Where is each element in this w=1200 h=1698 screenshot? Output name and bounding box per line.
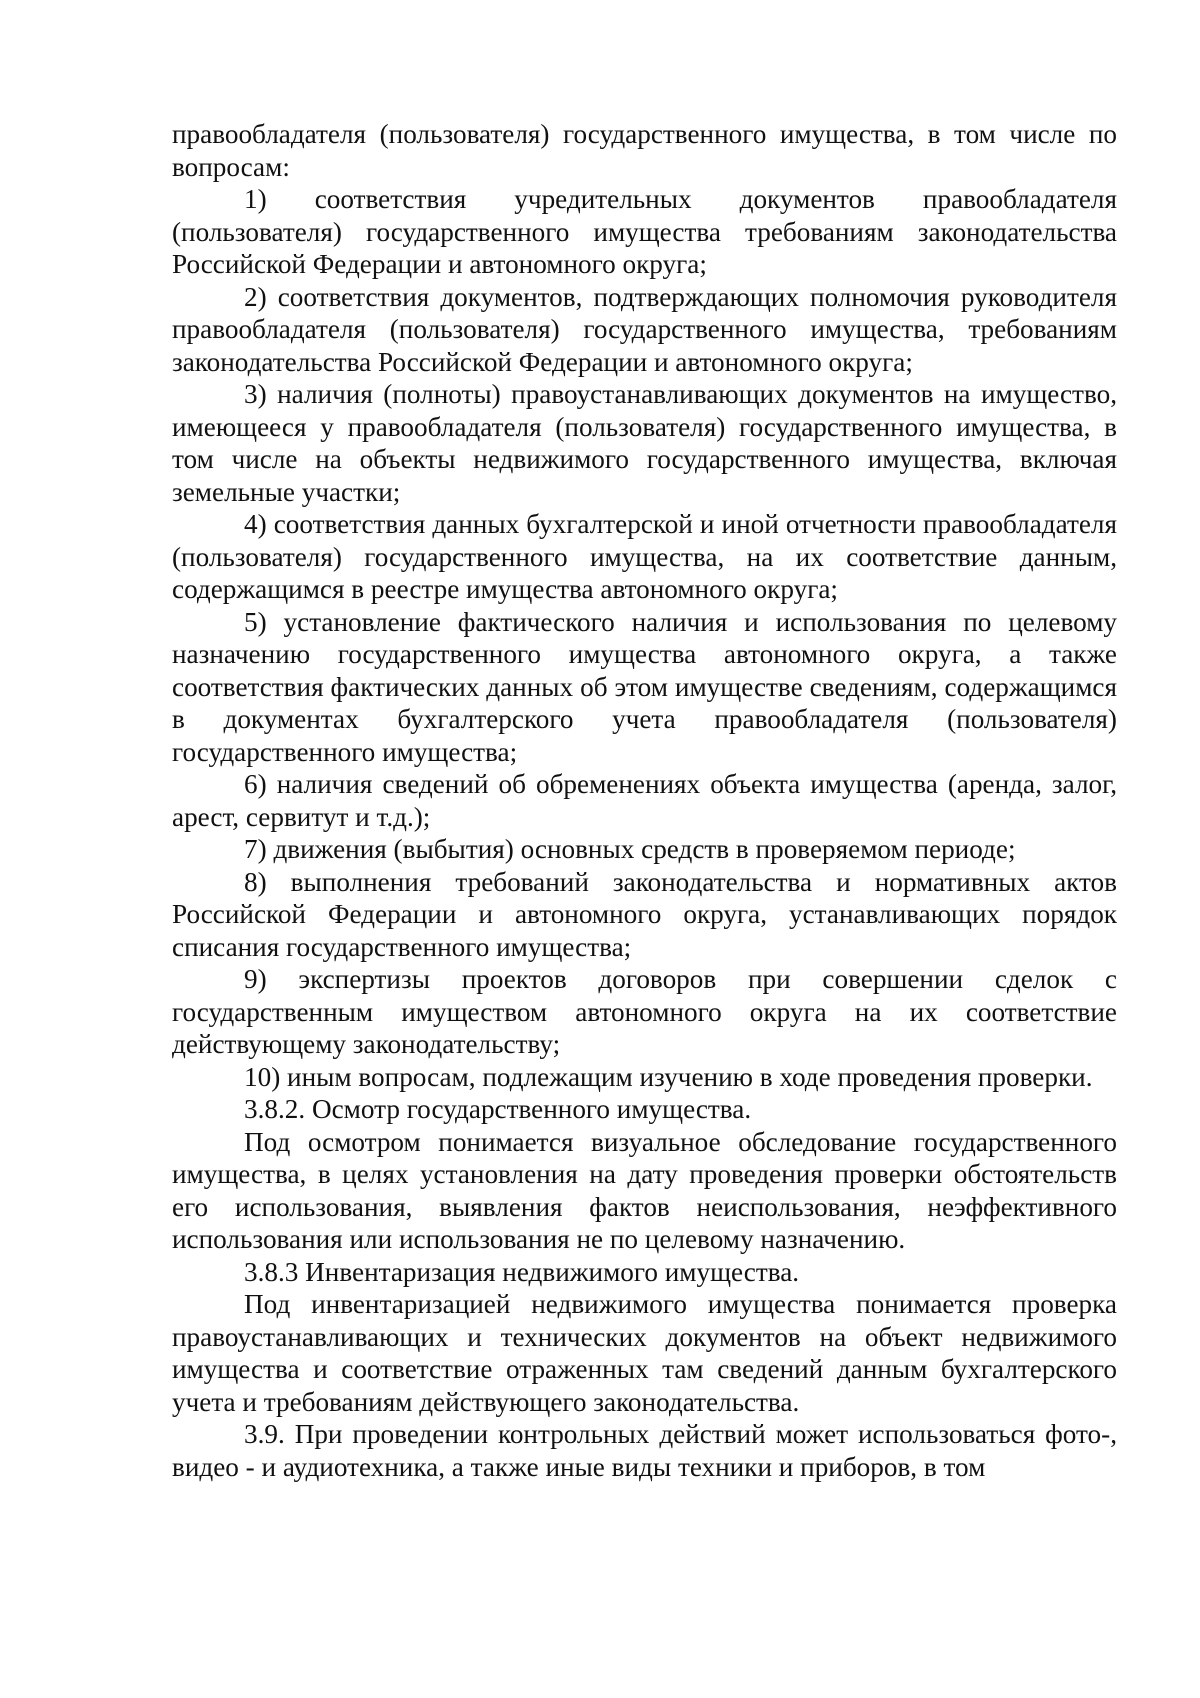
paragraph-item-7: 7) движения (выбытия) основных средств в проверяемом периоде; (244, 834, 1016, 864)
paragraph-item-6: 6) наличия сведений об обременениях объекта имущества (аренда, залог, арест, сервитут и т.д.); (172, 769, 1117, 832)
paragraph-item-1: 1) соответствия учредительных документов правообладателя (пользователя) государственного имущества требованиям законодательства Российской Федерации и автономного округа; (172, 184, 1117, 279)
paragraph-item-10: 10) иным вопросам, подлежащим изучению в ходе проведения проверки. (244, 1061, 1093, 1092)
paragraph-inventory-definition: Под инвентаризацией недвижимого имущества понимается проверка правоустанавливающих и технических документов на объект недвижимого имущества и соответствие отраженных там сведений данным бухгалтерского учета и требованиям действующего законодательства. (172, 1289, 1117, 1417)
paragraph-continuation: правообладателя (пользователя) государственного имущества, в том числе по вопросам: (172, 119, 1117, 182)
paragraph-item-5: 5) установление фактического наличия и использования по целевому назначению государственного имущества автономного округа, а также соответствия фактических данных об этом имуществе сведениям, содержащимся в документах бухгалтерского учета правообладателя (пользователя) государственного имущества; (172, 606, 1117, 767)
document-body (172, 118, 1117, 1483)
section-heading-3-8-3: 3.8.3 Инвентаризация недвижимого имущества. (244, 1256, 800, 1287)
paragraph-item-2: 2) соответствия документов, подтверждающих полномочия руководителя правообладателя (пользователя) государственного имущества, требованиям законодательства Российской Федерации и автономного округа; (172, 281, 1117, 377)
paragraph-3-9: 3.9. При проведении контрольных действий может использоваться фото-, видео - и аудиотехника, а также иные виды техники и приборов, в том (172, 1419, 1117, 1482)
paragraph-item-8: 8) выполнения требований законодательства и нормативных актов Российской Федерации и автономного округа, устанавливающих порядок списания государственного имущества; (172, 866, 1117, 962)
paragraph-inspection-definition: Под осмотром понимается визуальное обследование государственного имущества, в целях установления на дату проведения проверки обстоятельств его использования, выявления фактов неиспользования, неэффективного использования или использования не по целевому назначению. (172, 1126, 1117, 1254)
paragraph-item-3: 3) наличия (полноты) правоустанавливающих документов на имущество, имеющееся у правообладателя (пользователя) государственного имущества, в том числе на объекты недвижимого государственного имущества, включая земельные участки; (172, 379, 1117, 507)
paragraph-item-4: 4) соответствия данных бухгалтерской и иной отчетности правообладателя (пользователя) государственного имущества, на их соответствие данным, содержащимся в реестре имущества автономного округа; (172, 509, 1117, 604)
paragraph-item-9: 9) экспертизы проектов договоров при совершении сделок с государственным имуществом автономного округа на их соответствие действующему законодательству; (172, 964, 1117, 1059)
section-heading-3-8-2: 3.8.2. Осмотр государственного имущества. (244, 1094, 752, 1124)
